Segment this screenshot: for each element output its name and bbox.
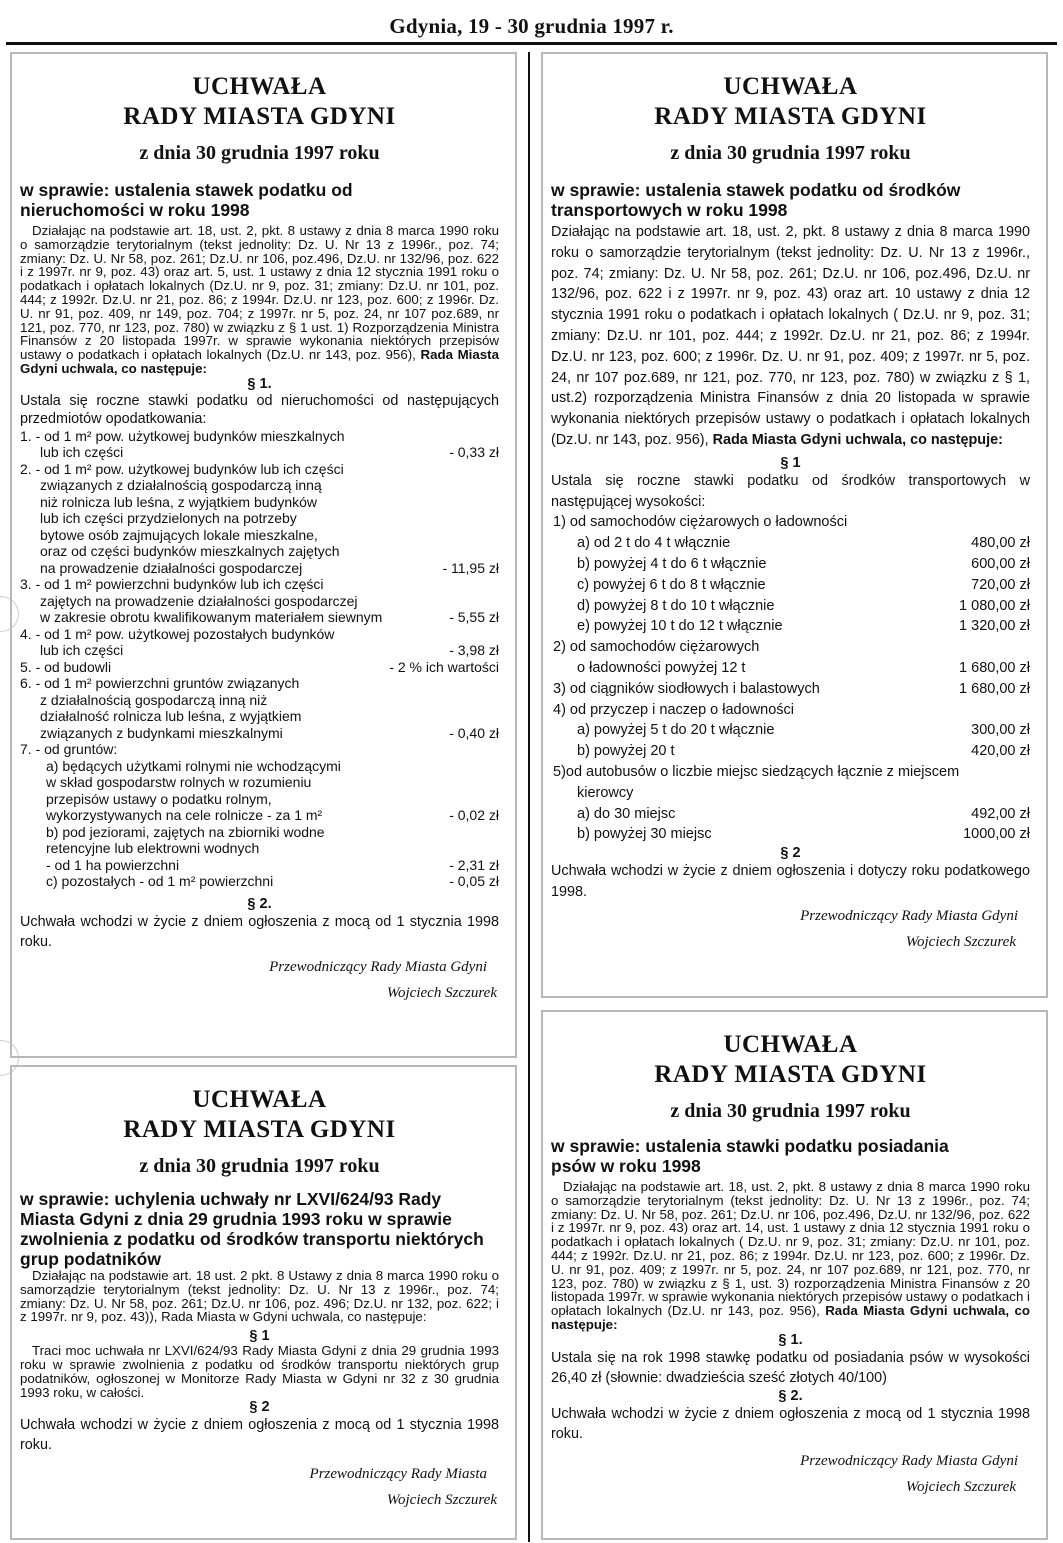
rate-value: - 3,98 zł bbox=[449, 642, 499, 659]
section-1-text: Traci moc uchwała nr LXVI/624/93 Rady Miasta Gdyni z dnia 29 grudnia 1993 roku w sprawie zwolnienia z podatku od środków transportu niektórych grup podatników, ogłoszonej w Monitorze Rady Miasta w Gdyni nr 32 z 30 grudnia 1993 roku, w całości. bbox=[20, 1343, 499, 1400]
rate-label: e) powyżej 10 t do 12 t włącznie bbox=[577, 618, 783, 635]
rate-item bbox=[20, 659, 499, 676]
rate-label: b) powyżej 4 t do 6 t włącznie bbox=[577, 555, 767, 572]
rate-value: 600,00 zł bbox=[971, 555, 1030, 572]
section-mark: § 1 bbox=[249, 1328, 270, 1345]
rate-value: - 11,95 zł bbox=[442, 559, 499, 576]
preamble-text: Działając na podstawie art. 18, ust. 2, pkt. 8 ustawy z dnia 8 marca 1990 roku o samorządzie terytorialnym (tekst jednolity: Dz. U. Nr 13 z 1996r., poz. 74; zmiany: Dz. U. Nr 58, poz. 261; Dz.U. nr 106, poz.496, Dz.U. nr 132/96, poz. 622 i z 1997r. nr 9, poz. 43) oraz art. 5, ust. 1 ustawy z dnia 12 stycznia 1991 roku o podatkach i opłatach lokalnych (Dz.U. nr 9, poz. 31; zmiany: Dz.U. nr 101, poz. 444; z 1992r. Dz.U. nr 21, poz. 86; z 1994r. Dz.U. nr 123, poz. 600; z 1996r. Dz. U. nr 91, poz. 409, nr 149, poz. 704; z 1997r. nr 5, poz. 24, nr 107 poz.689, nr 121, poz. 770, nr 123, poz. 780) w związku z § 1 ust. 1) Rozporządzenia Ministra Finansów z 20 listopada 1997r. w sprawie wykonania niektórych przepisów ustawy o podatkach i opłatach lokalnych (Dz.U. nr 143, poz. 956), bbox=[20, 223, 499, 363]
preamble-bold: Rada Miasta Gdyni uchwala, co następuje: bbox=[712, 431, 1003, 448]
rate-line bbox=[20, 527, 499, 544]
rate-label: 5)od autobusów o liczbie miejsc siedzących łącznie z miejscem bbox=[553, 763, 960, 780]
masthead-title: Gdynia, 19 - 30 grudnia 1997 r. bbox=[389, 14, 674, 38]
preamble-bold: Rada Miasta Gdyni uchwala, co następuje: bbox=[551, 1303, 1030, 1332]
rate-label: 2) od samochodów ciężarowych bbox=[553, 639, 760, 656]
rate-label: c) pozostałych - od 1 m² powierzchni bbox=[46, 873, 274, 890]
resolution-property-tax bbox=[10, 52, 517, 1058]
rate-value: - 2 % ich wartości bbox=[389, 658, 499, 675]
rate-line bbox=[20, 461, 499, 478]
section-2-text: Uchwała wchodzi w życie z dniem ogłoszenia z mocą od 1 stycznia 1998 roku. bbox=[20, 913, 499, 950]
rate-label: w skład gospodarstw rolnych w rozumieniu bbox=[46, 774, 312, 791]
rate-line bbox=[20, 692, 499, 709]
rate-row bbox=[551, 512, 1030, 533]
rate-line bbox=[20, 428, 499, 445]
masthead bbox=[0, 0, 1063, 42]
rate-row bbox=[551, 720, 1030, 741]
section-2-text: Uchwała wchodzi w życie z dniem ogłoszenia i dotyczy roku podatkowego 1998. bbox=[551, 863, 1030, 900]
section-2-mark bbox=[551, 845, 1030, 861]
rate-value: - 5,55 zł bbox=[449, 609, 499, 626]
rate-label: przepisów ustawy o podatku rolnym, bbox=[46, 790, 272, 807]
rate-line bbox=[20, 609, 499, 626]
section-2-mark bbox=[20, 896, 499, 912]
resolution-title: UCHWAŁA bbox=[723, 1031, 858, 1058]
rate-row bbox=[551, 575, 1030, 596]
rate-line bbox=[20, 824, 499, 841]
rate-value: - 2,31 zł bbox=[449, 856, 499, 873]
rate-label: a) powyżej 5 t do 20 t włącznie bbox=[577, 722, 775, 739]
rate-value: 300,00 zł bbox=[971, 722, 1030, 739]
rate-line bbox=[20, 444, 499, 461]
rate-value: 480,00 zł bbox=[971, 535, 1030, 552]
rate-line bbox=[20, 510, 499, 527]
preamble: Działając na podstawie art. 18 ust. 2 pkt. 8 Ustawy z dnia 8 marca 1990 roku o samorządzie terytorialnym (tekst jednolity: Dz. U. Nr 13 z 1996r., poz. 74; zmiany: Dz. U. Nr 58, poz. 261; Dz.U. nr 106, poz. 496; Dz.U. nr 132, poz. 622; i z 1997r. nr 9, poz. 43)), Rada Miasta w Gdyni uchwala, co następuje: bbox=[20, 1268, 499, 1325]
rate-row bbox=[551, 554, 1030, 575]
rate-label: b) powyżej 20 t bbox=[577, 743, 675, 760]
rate-line bbox=[20, 873, 499, 890]
rate-item bbox=[20, 675, 499, 741]
rate-label: kierowcy bbox=[577, 784, 634, 801]
section-2-text: Uchwała wchodzi w życie z dniem ogłoszenia z mocą od 1 stycznia 1998 roku. bbox=[551, 1405, 1030, 1442]
rate-value: 420,00 zł bbox=[971, 743, 1030, 760]
rate-label: - od 1 ha powierzchni bbox=[46, 856, 180, 873]
rate-row bbox=[551, 804, 1030, 825]
rate-row bbox=[551, 616, 1030, 637]
section-1-mark bbox=[551, 1332, 1030, 1348]
signature-name: Wojciech Szczurek bbox=[905, 933, 1016, 950]
rate-line bbox=[20, 543, 499, 560]
rate-line bbox=[20, 576, 499, 593]
resolution-title: UCHWAŁA bbox=[192, 73, 327, 100]
rate-row bbox=[551, 700, 1030, 721]
section-1-mark bbox=[20, 376, 499, 392]
rate-label: 7. - od gruntów: bbox=[20, 741, 118, 758]
rate-value: 1 320,00 zł bbox=[959, 618, 1030, 635]
section-1-intro: Ustala się roczne stawki podatku od środków transportowych w następującej wysokości: bbox=[551, 472, 1030, 510]
rate-line bbox=[20, 807, 499, 824]
rate-label: b) powyżej 30 miejsc bbox=[577, 826, 712, 843]
section-1-mark bbox=[551, 455, 1030, 471]
rate-line bbox=[20, 758, 499, 775]
rate-label: lub ich części przydzielonych na potrzeby bbox=[40, 510, 297, 527]
resolution-date: z dnia 30 grudnia 1997 roku bbox=[139, 142, 380, 164]
rate-value: - 0,40 zł bbox=[449, 724, 499, 741]
resolution-council: RADY MIASTA GDYNI bbox=[654, 103, 927, 130]
preamble bbox=[551, 1180, 1030, 1332]
rate-label: 2. - od 1 m² pow. użytkowej budynków lub ich części bbox=[20, 460, 344, 477]
signature-name: Wojciech Szczurek bbox=[905, 1478, 1016, 1495]
resolution-title: UCHWAŁA bbox=[192, 1086, 327, 1113]
rate-item bbox=[20, 576, 499, 626]
rate-label: a) będących użytkami rolnymi nie wchodzącymi bbox=[46, 757, 341, 774]
rate-label: o ładowności powyżej 12 t bbox=[577, 659, 746, 676]
rate-row bbox=[551, 679, 1030, 700]
rate-label: 3) od ciągników siodłowych i balastowych bbox=[553, 680, 820, 697]
signature-title: Przewodniczący Rady Miasta Gdyni bbox=[269, 958, 487, 975]
rate-line bbox=[20, 708, 499, 725]
rate-label: związanych z budynkami mieszkalnymi bbox=[40, 724, 283, 741]
rate-row bbox=[551, 741, 1030, 762]
preamble-text: Działając na podstawie art. 18, ust. 2, pkt. 8 ustawy z dnia 8 marca 1990 roku o samorządzie terytorialnym (tekst jednolity: Dz. U. Nr 13 z 1996r., poz. 74; zmiany: Dz. U. Nr 58, poz. 261; Dz.U. nr 106, poz.496, Dz.U. nr 132/96, poz. 622 i z 1997r. nr 9, poz. 43) oraz art. 10 ustawy z dnia 12 stycznia 1991 roku o podatkach i opłatach lokalnych ( Dz.U. nr 9, poz. 31; zmiany: Dz.U. nr 101, poz. 444; z 1992r. Dz.U. nr 21, poz. 86; z 1994r. Dz.U. nr 123, poz. 600; z 1996r. Dz. U. nr 91, poz. 409; z 1997r. nr 5, poz. 24, nr 107 poz.689, nr 121, poz. 770, nr 123, poz. 780) w związku z § 1, ust.2) rozporządzenia Ministra Finansów z dnia 20 listopada w sprawie wykonania niektórych przepisów ustawy o podatkach i opłatach lokalnych (Dz.U. nr 143, poz. 956), bbox=[551, 224, 1030, 448]
signature-title: Przewodniczący Rady Miasta Gdyni bbox=[800, 907, 1018, 924]
rate-label: 1) od samochodów ciężarowych o ładowności bbox=[553, 514, 848, 531]
rate-line bbox=[20, 857, 499, 874]
preamble-bold: Rada Miasta Gdyni uchwala, co następuje: bbox=[20, 347, 499, 376]
rate-item bbox=[20, 461, 499, 577]
rate-line bbox=[20, 593, 499, 610]
resolution-subject: w sprawie: ustalenia stawek podatku od środków transportowych w roku 1998 bbox=[551, 180, 961, 220]
section-mark: § 1 bbox=[780, 454, 801, 471]
rate-label: związanych z działalnością gospodarczą inną bbox=[40, 477, 322, 494]
resolution-council: RADY MIASTA GDYNI bbox=[123, 1116, 396, 1143]
rate-line bbox=[20, 626, 499, 643]
signature-title: Przewodniczący Rady Miasta Gdyni bbox=[800, 1452, 1018, 1469]
rate-line bbox=[20, 774, 499, 791]
resolution-council: RADY MIASTA GDYNI bbox=[123, 103, 396, 130]
preamble bbox=[551, 222, 1030, 451]
rate-line bbox=[20, 675, 499, 692]
resolution-subject: w sprawie: ustalenia stawek podatku od nieruchomości w roku 1998 bbox=[20, 180, 353, 220]
header-rule bbox=[6, 42, 1057, 45]
section-1-text: Ustala się na rok 1998 stawkę podatku od posiadania psów w wysokości 26,40 zł (słownie: dwadzieścia sześć złotych 40/100) bbox=[551, 1349, 1030, 1386]
rate-label: 4. - od 1 m² pow. użytkowej pozostałych budynków bbox=[20, 625, 335, 642]
rate-line bbox=[20, 741, 499, 758]
resolution-title: UCHWAŁA bbox=[723, 73, 858, 100]
rate-row bbox=[551, 658, 1030, 679]
rate-line bbox=[20, 725, 499, 742]
rate-item bbox=[20, 873, 499, 890]
rate-item bbox=[20, 824, 499, 874]
rate-line bbox=[20, 659, 499, 676]
rate-label: a) od 2 t do 4 t włącznie bbox=[577, 535, 731, 552]
column-divider bbox=[528, 52, 530, 1542]
property-rates-list bbox=[20, 428, 499, 890]
section-mark: § 2 bbox=[780, 845, 801, 862]
rate-item bbox=[20, 741, 499, 758]
rate-value: - 0,33 zł bbox=[449, 444, 499, 461]
signature-title: Przewodniczący Rady Miasta bbox=[309, 1466, 487, 1483]
rate-value: 1 680,00 zł bbox=[959, 659, 1030, 676]
rate-label: 6. - od 1 m² powierzchni gruntów związanych bbox=[20, 675, 300, 692]
rate-value: 492,00 zł bbox=[971, 805, 1030, 822]
section-2-mark bbox=[551, 1388, 1030, 1404]
rate-line bbox=[20, 560, 499, 577]
rate-row bbox=[551, 637, 1030, 658]
rate-row bbox=[551, 596, 1030, 617]
section-mark: § 2 bbox=[249, 1399, 270, 1416]
rate-label: działalność rolnicza lub leśna, z wyjątkiem bbox=[40, 708, 302, 725]
rate-row bbox=[551, 762, 1030, 783]
rate-label: oraz od części budynków mieszkalnych zajętych bbox=[40, 543, 340, 560]
rate-label: 3. - od 1 m² powierzchni budynków lub ich części bbox=[20, 576, 324, 593]
section-1-intro: Ustala się roczne stawki podatku od nieruchomości od następujących przedmiotów opodatkowania: bbox=[20, 392, 499, 427]
rate-line bbox=[20, 642, 499, 659]
rate-label: 5. - od budowli bbox=[20, 658, 112, 675]
rate-item bbox=[20, 626, 499, 659]
rate-value: - 0,02 zł bbox=[449, 807, 499, 824]
section-mark: § 2. bbox=[247, 895, 272, 912]
rate-label: z działalnością gospodarczą inną niż bbox=[40, 691, 268, 708]
rate-label: zajętych na prowadzenie działalności gospodarczej bbox=[40, 592, 358, 609]
signature-name: Wojciech Szczurek bbox=[386, 1492, 497, 1509]
rate-label: na prowadzenie działalności gospodarczej bbox=[40, 559, 303, 576]
rate-label: niż rolnicza lub leśna, z wyjątkiem budynków bbox=[40, 493, 318, 510]
rate-value: - 0,05 zł bbox=[449, 873, 499, 890]
rate-label: d) powyżej 8 t do 10 t włącznie bbox=[577, 597, 775, 614]
resolution-repeal bbox=[10, 1065, 517, 1540]
section-1-mark bbox=[20, 1328, 499, 1344]
rate-value: 1 080,00 zł bbox=[959, 597, 1030, 614]
rate-value: 1000,00 zł bbox=[963, 826, 1030, 843]
resolution-subject: w sprawie: ustalenia stawki podatku posiadania psów w roku 1998 bbox=[551, 1136, 949, 1176]
transport-rates-list bbox=[551, 512, 1030, 845]
rate-label: lub ich części bbox=[40, 642, 124, 659]
resolution-date: z dnia 30 grudnia 1997 roku bbox=[139, 1155, 380, 1177]
rate-line bbox=[20, 840, 499, 857]
rate-row bbox=[551, 824, 1030, 845]
signature-name: Wojciech Szczurek bbox=[386, 984, 497, 1001]
rate-label: w zakresie obrotu kwalifikowanym materiałem siewnym bbox=[40, 609, 383, 626]
resolution-date: z dnia 30 grudnia 1997 roku bbox=[670, 142, 911, 164]
resolution-subject: w sprawie: uchylenia uchwały nr LXVI/624/93 Rady Miasta Gdyni z dnia 29 grudnia 1993 roku w sprawie zwolnienia z podatku od środków transportu niektórych grup podatników bbox=[20, 1189, 484, 1269]
rate-label: 4) od przyczep i naczep o ładowności bbox=[553, 701, 794, 718]
rate-label: a) do 30 miejsc bbox=[577, 805, 676, 822]
rate-item bbox=[20, 428, 499, 461]
rate-label: bytowe osób zajmujących lokale mieszkalne, bbox=[40, 526, 318, 543]
section-mark: § 2. bbox=[778, 1387, 803, 1404]
preamble bbox=[20, 224, 499, 376]
rate-value: 720,00 zł bbox=[971, 576, 1030, 593]
rate-line bbox=[20, 791, 499, 808]
preamble-text: Działając na podstawie art. 18, ust. 2, pkt. 8 ustawy z dnia 8 marca 1990 roku o samorządzie terytorialnym (tekst jednolity: Dz. U. Nr 13 z 1996r., poz. 74; zmiany: Dz. U. Nr 58, poz. 261; Dz.U. nr 106, poz.496, Dz.U. nr 132/96, poz. 622 i z 1997r. nr 9, poz. 43) oraz art. 14, ust. 1 ustawy z dnia 12 stycznia 1991 roku o podatkach i opłatach lokalnych ( Dz.U. nr 9, poz. 31; zmiany: Dz.U. nr 101, poz. 444; z 1992r. Dz.U. nr 21, poz. 86; z 1994r. Dz.U. nr 123, poz. 600; z 1996r. Dz. U. nr 91, poz. 409; z 1997r. nr 5, poz. 24, nr 107 poz.689, nr 121, poz. 770, nr 123, poz. 780) w związku z § 1, ust. 3) rozporządzenia Ministra Finansów z 20 listopada 1997r. w sprawie wykonania niektórych przepisów ustawy o podatkach i opłatach lokalnych (Dz.U. nr 143, poz. 956), bbox=[551, 1179, 1030, 1319]
rate-value: 1 680,00 zł bbox=[959, 680, 1030, 697]
rate-row bbox=[551, 783, 1030, 804]
resolution-council: RADY MIASTA GDYNI bbox=[654, 1061, 927, 1088]
rate-item bbox=[20, 758, 499, 824]
rate-label: 1. - od 1 m² pow. użytkowej budynków mieszkalnych bbox=[20, 427, 345, 444]
rate-line bbox=[20, 494, 499, 511]
section-mark: § 1. bbox=[778, 1331, 803, 1348]
resolution-date: z dnia 30 grudnia 1997 roku bbox=[670, 1100, 911, 1122]
resolution-transport-tax bbox=[541, 52, 1048, 998]
section-mark: § 1. bbox=[247, 375, 272, 392]
rate-label: retencyjne lub elektrowni wodnych bbox=[46, 840, 260, 857]
section-2-text: Uchwała wchodzi w życie z dniem ogłoszenia z mocą od 1 stycznia 1998 roku. bbox=[20, 1417, 499, 1454]
resolution-dog-tax bbox=[541, 1010, 1048, 1540]
rate-row bbox=[551, 533, 1030, 554]
rate-label: b) pod jeziorami, zajętych na zbiorniki wodne bbox=[46, 823, 325, 840]
rate-label: wykorzystywanych na cele rolnicze - za 1 m² bbox=[46, 807, 323, 824]
rate-line bbox=[20, 477, 499, 494]
rate-label: c) powyżej 6 t do 8 t włącznie bbox=[577, 576, 766, 593]
section-2-mark bbox=[20, 1399, 499, 1415]
rate-label: lub ich części bbox=[40, 444, 124, 461]
